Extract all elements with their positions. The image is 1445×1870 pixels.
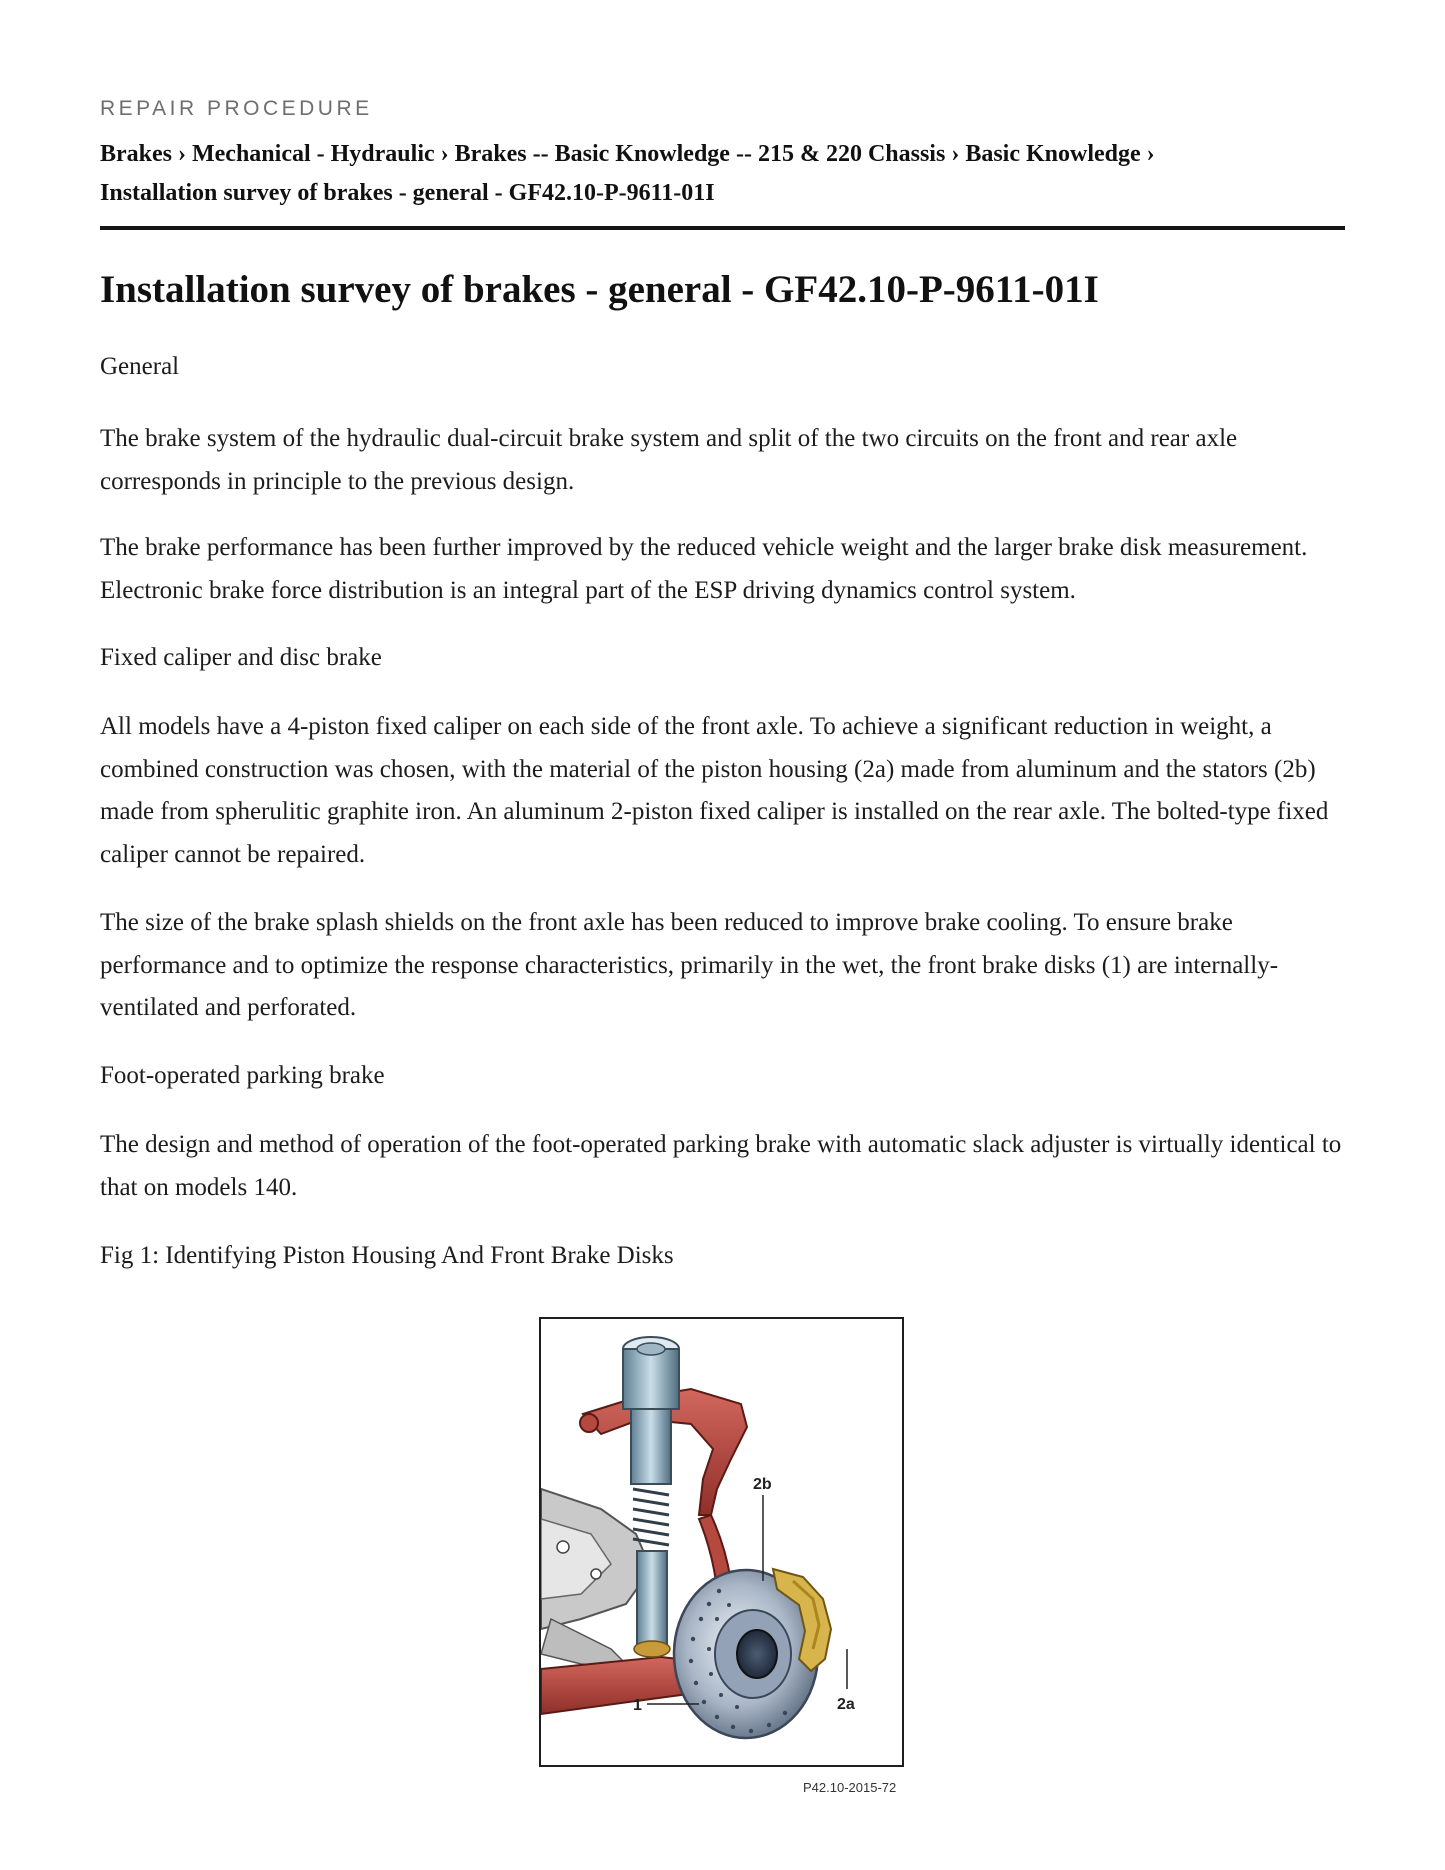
breadcrumb-separator: › [1146, 141, 1155, 167]
breadcrumb-item-basic-knowledge-chassis[interactable]: Brakes -- Basic Knowledge -- 215 & 220 Chassis [454, 141, 946, 167]
page-title: Installation survey of brakes - general - GF42.10-P-9611-01I [100, 268, 1099, 311]
breadcrumb-item-current: Installation survey of brakes - general - GF42.10-P-9611-01I [100, 180, 715, 206]
breadcrumb [100, 135, 1345, 213]
figure-caption: Fig 1: Identifying Piston Housing And Front Brake Disks [100, 1242, 674, 1269]
paragraph-caliper-1: All models have a 4-piston fixed caliper on each side of the front axle. To achieve a significant reduction in weight, a combined construction was chosen, with the material of the piston housing (2a) made from aluminum and the stators (2b) made from spherulitic graphite iron. An aluminum 2-piston fixed caliper is installed on the rear axle. The bolted-type fixed caliper cannot be repaired. [100, 713, 1329, 868]
heading-general: General [100, 353, 180, 380]
paragraph-caliper-2: The size of the brake splash shields on the front axle has been reduced to improve brake cooling. To ensure brake performance and to optimize the response characteristics, primarily in the wet, the front brake disks (1) are internally-ventilated and perforated. [100, 909, 1279, 1021]
subframe-shape [541, 1489, 651, 1669]
heading-fixed-caliper: Fixed caliper and disc brake [100, 644, 382, 671]
paragraph-parking-1: The design and method of operation of the foot-operated parking brake with automatic slack adjuster is virtually identical to that on models 140. [100, 1131, 1342, 1201]
breadcrumb-separator: › [440, 141, 449, 167]
paragraph-general-2: The brake performance has been further improved by the reduced vehicle weight and the larger brake disk measurement. Electronic brake force distribution is an integral part of the ESP driving dynamics control system. [100, 534, 1308, 604]
breadcrumb-separator: › [178, 141, 186, 167]
breadcrumb-item-basic-knowledge[interactable]: Basic Knowledge [965, 141, 1141, 167]
heading-parking-brake: Foot-operated parking brake [100, 1062, 385, 1089]
section-kicker: REPAIR PROCEDURE [100, 97, 373, 120]
breadcrumb-separator: › [951, 141, 960, 167]
header-divider [100, 226, 1345, 230]
breadcrumb-item-brakes[interactable]: Brakes [100, 141, 172, 167]
callout-1-label: 1 [633, 1697, 642, 1714]
breadcrumb-item-mechanical-hydraulic[interactable]: Mechanical - Hydraulic [192, 141, 435, 167]
brake-assembly-illustration [539, 1317, 904, 1767]
strut-shape [623, 1337, 679, 1657]
callout-2b-label: 2b [753, 1476, 772, 1493]
callout-2a-label: 2a [837, 1696, 855, 1713]
paragraph-general-1: The brake system of the hydraulic dual-circuit brake system and split of the two circuits on the front and rear axle corresponds in principle to the previous design. [100, 425, 1238, 495]
figure-code: P42.10-2015-72 [803, 1780, 897, 1795]
